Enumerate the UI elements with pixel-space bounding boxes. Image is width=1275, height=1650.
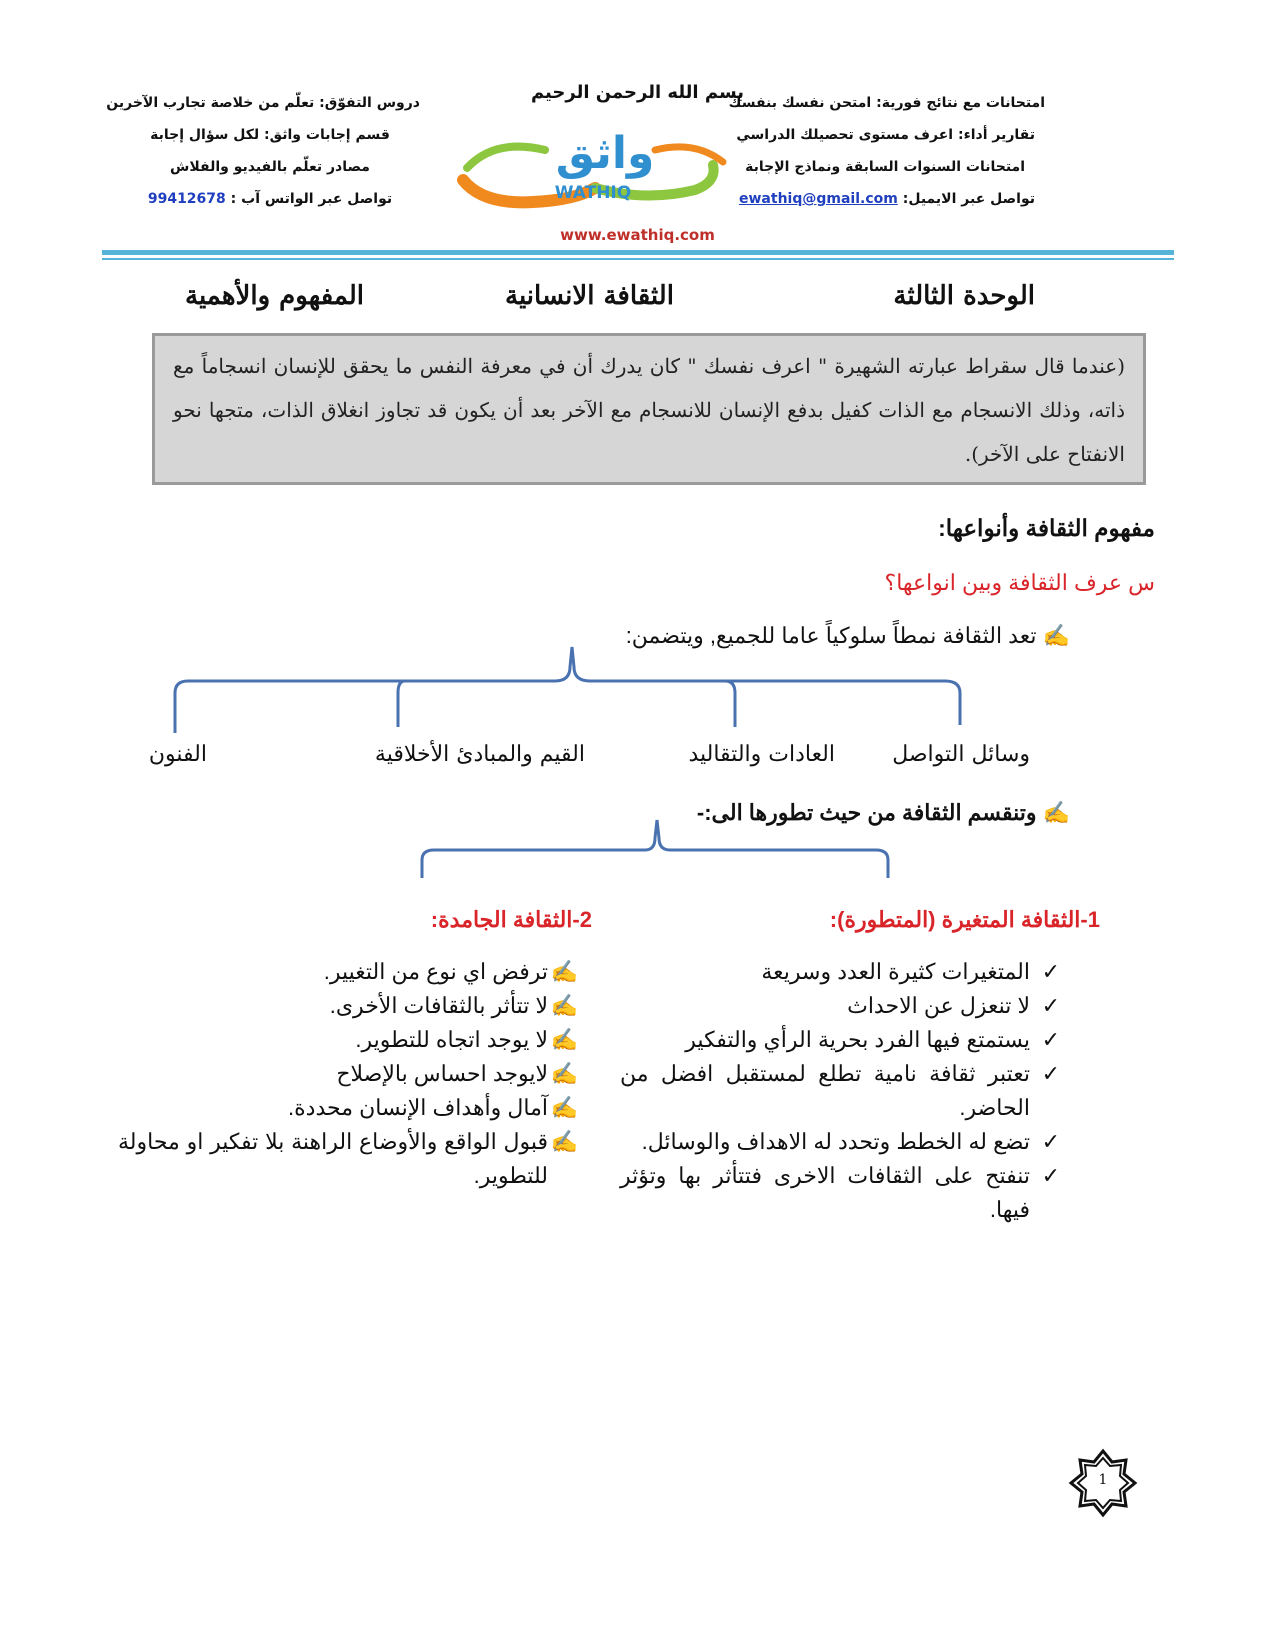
component-values: القيم والمبادئ الأخلاقية: [374, 742, 585, 767]
question: س عرف الثقافة وبين انواعها؟: [884, 570, 1155, 595]
pen-bullet-icon: ✍: [550, 1095, 578, 1120]
list-item: ✓ المتغيرات كثيرة العدد وسريعة: [620, 955, 1060, 989]
logo-latin-text: WATHIQ: [554, 183, 632, 203]
list-item: ✍ لا تتأثر بالثقافات الأخرى.: [118, 989, 578, 1023]
header-left-line-3: مصادر تعلّم بالفيديو والفلاش: [170, 159, 370, 175]
check-icon: ✓: [1041, 993, 1060, 1018]
basmala: بسم الله الرحمن الرحيم: [530, 82, 745, 103]
pen-bullet-icon: ✍: [550, 993, 578, 1018]
check-icon: ✓: [1041, 1061, 1060, 1086]
header-left-line-2: قسم إجابات واثق: لكل سؤال إجابة: [150, 127, 390, 143]
component-customs: العادات والتقاليد: [688, 742, 835, 767]
component-communication: وسائل التواصل: [892, 742, 1030, 767]
header-whatsapp-contact: [120, 191, 420, 207]
definition-text: تعد الثقافة نمطاً سلوكياً عاما للجميع, ويتضمن:: [625, 623, 1037, 648]
list-item: ✓ تعتبر ثقافة نامية تطلع لمستقبل افضل من الحاضر.: [620, 1057, 1060, 1125]
email-link[interactable]: ewathiq@gmail.com: [739, 191, 898, 207]
logo-arabic-text: واثق: [555, 128, 655, 179]
list-item: ✓ يستمتع فيها الفرد بحرية الرأي والتفكير: [620, 1023, 1060, 1057]
header-email-contact: [735, 191, 1035, 207]
list-item: ✓ لا تنعزل عن الاحداث: [620, 989, 1060, 1023]
header-divider-thin: [102, 258, 1174, 260]
list-item: ✍ قبول الواقع والأوضاع الراهنة بلا تفكير او محاولة للتطوير.: [118, 1125, 578, 1193]
check-icon: ✓: [1041, 959, 1060, 984]
pen-bullet-icon: ✍: [550, 1027, 578, 1052]
header-left-line-1: دروس التفوّق: تعلّم من خلاصة تجارب الآخرين: [106, 95, 420, 111]
division-brace: [410, 818, 900, 883]
component-arts: الفنون: [148, 742, 207, 767]
page-number: 1: [1098, 1472, 1108, 1488]
list-item: ✍ لا يوجد اتجاه للتطوير.: [118, 1023, 578, 1057]
components-brace: [160, 645, 980, 740]
wathiq-logo-icon: [455, 110, 730, 220]
list-item: ✍ ترفض اي نوع من التغيير.: [118, 955, 578, 989]
unit-subtitle: المفهوم والأهمية: [185, 281, 365, 311]
list-item: ✓ تضع له الخطط وتحدد له الاهداف والوسائل.: [620, 1125, 1060, 1159]
check-icon: ✓: [1041, 1129, 1060, 1154]
website-link[interactable]: www.ewathiq.com: [560, 226, 715, 244]
header-right-line-3: امتحانات السنوات السابقة ونماذج الإجابة: [745, 159, 1025, 175]
email-label: تواصل عبر الايميل:: [902, 191, 1035, 207]
pen-bullet-icon: ✍: [1042, 800, 1070, 825]
division-intro-text: وتنقسم الثقافة من حيث تطورها الى:-: [696, 800, 1037, 825]
list-item: ✓ تنفتح على الثقافات الاخرى فتتأثر بها وتؤثر فيها.: [620, 1159, 1060, 1227]
check-icon: ✓: [1041, 1163, 1060, 1188]
unit-number: الوحدة الثالثة: [893, 281, 1035, 311]
unit-title: الثقافة الانسانية: [505, 281, 674, 311]
pen-bullet-icon: ✍: [550, 1129, 578, 1154]
section-title: مفهوم الثقافة وأنواعها:: [938, 515, 1155, 541]
whatsapp-label: تواصل عبر الواتس آب :: [230, 191, 393, 207]
pen-bullet-icon: ✍: [550, 959, 578, 984]
check-icon: ✓: [1041, 1027, 1060, 1052]
socrates-quote-box: (عندما قال سقراط عبارته الشهيرة " اعرف نفسك " كان يدرك أن في معرفة النفس ما يحقق للإنسان انسجاماً مع ذاته، وذلك الانسجام مع الذات كفيل بدفع الإنسان للانسجام مع الآخر بعد أن يكون قد تجاوز انغلاق الذات، متجها نحو الانفتاح على الآخر).: [152, 333, 1146, 485]
changing-culture-list: [620, 955, 1060, 1227]
header-right-line-2: تقارير أداء: اعرف مستوى تحصيلك الدراسي: [736, 127, 1035, 143]
rigid-culture-title: 2-الثقافة الجامدة:: [430, 907, 592, 932]
changing-culture-title: 1-الثقافة المتغيرة (المتطورة):: [829, 907, 1100, 932]
pen-bullet-icon: ✍: [550, 1061, 578, 1086]
pen-bullet-icon: ✍: [1042, 623, 1070, 648]
rigid-culture-list: [118, 955, 578, 1193]
header-right-line-1: امتحانات مع نتائج فورية: امتحن نفسك بنفسك: [728, 95, 1045, 111]
list-item: ✍ آمال وأهداف الإنسان محددة.: [118, 1091, 578, 1125]
whatsapp-number[interactable]: 99412678: [147, 191, 226, 207]
list-item: ✍ لايوجد احساس بالإصلاح: [118, 1057, 578, 1091]
header-divider: [102, 250, 1174, 255]
